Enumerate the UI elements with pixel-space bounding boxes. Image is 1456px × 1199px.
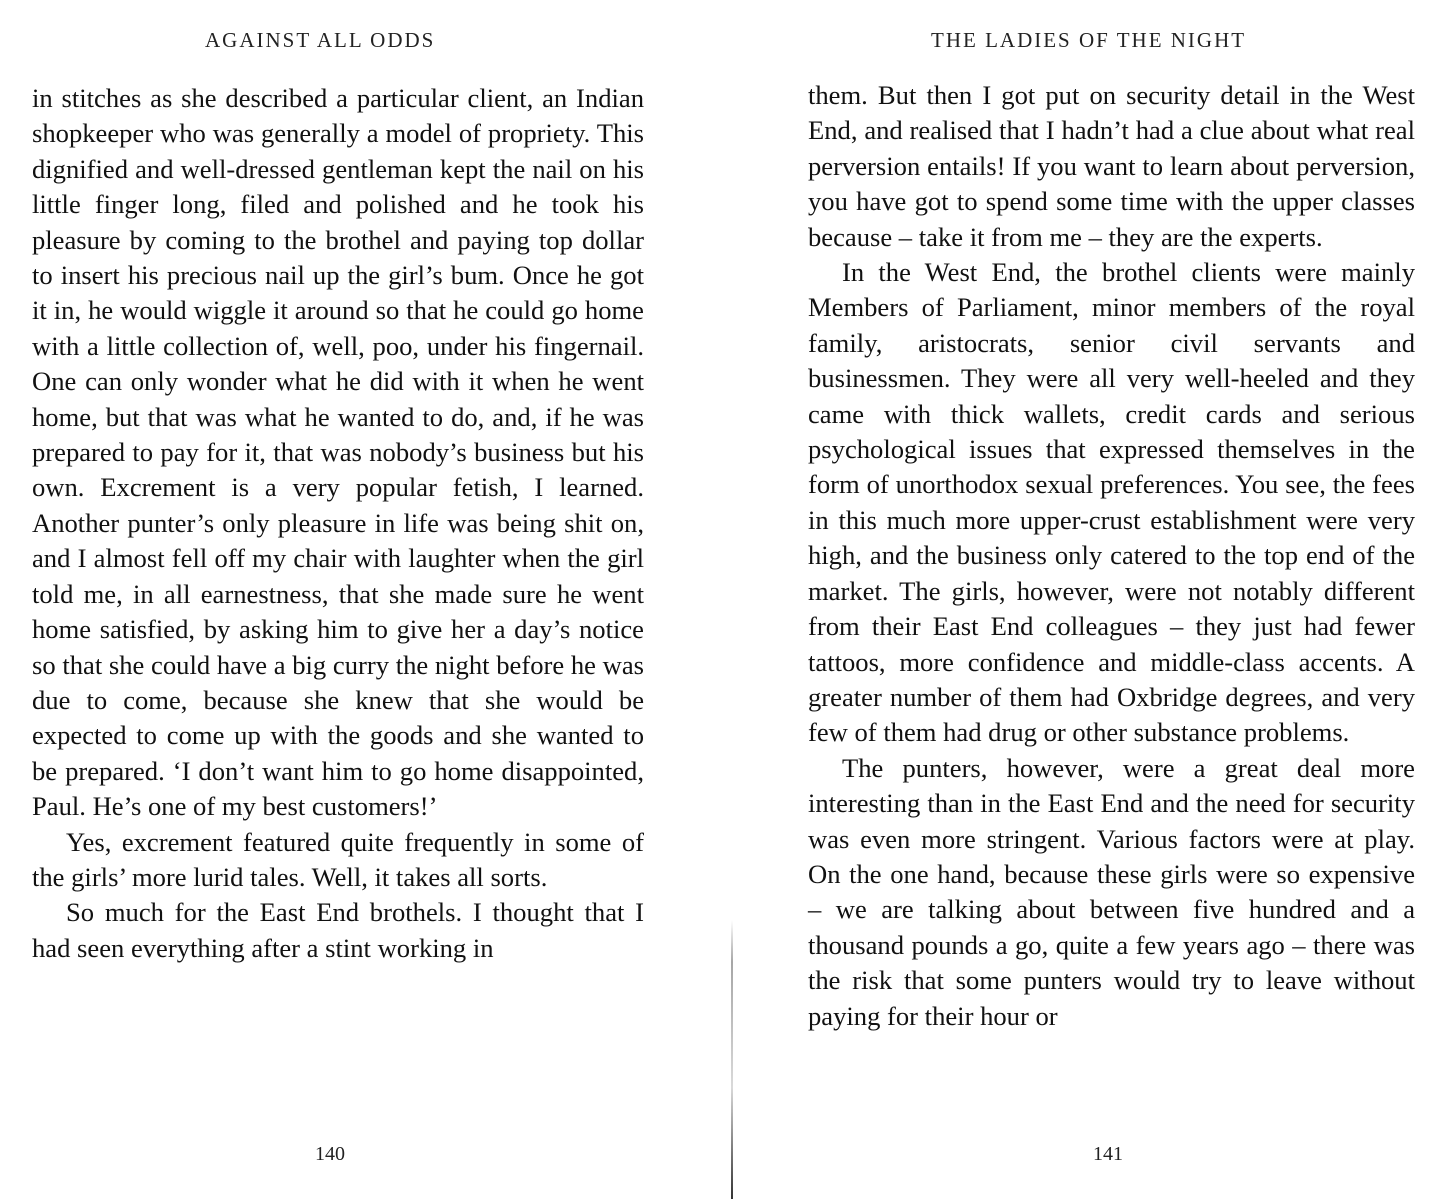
right-page bbox=[728, 0, 1456, 1199]
paragraph-continued: in stitches as she described a particular client, an Indian shopkeeper who was generally a model of propriety. This dignified and well-dressed gentleman kept the nail on his little finger long, filed and polished and he took his pleasure by coming to the brothel and paying top dollar to insert his precious nail up the girl’s bum. Once he got it in, he would wiggle it around so that he could go home with a little collection of, well, poo, under his fingernail. One can only wonder what he did with it when he went home, but that was what he wanted to do, and, if he was prepared to pay for it, that was nobody’s business but his own. Excrement is a very popular fetish, I learned. Another punter’s only pleasure in life was being shit on, and I almost fell off my chair with laughter when the girl told me, in all earnestness, that she made sure he went home satisfied, by asking him to give her a day’s notice so that she could have a big curry the night before he was due to come, because she knew that she would be expected to come up with the goods and she wanted to be prepared. ‘I don’t want him to go home disappointed, Paul. He’s one of my best customers!’ bbox=[32, 83, 644, 822]
running-head-right: THE LADIES OF THE NIGHT bbox=[931, 28, 1247, 52]
paragraph-continued: them. But then I got put on security detail in the West End, and realised that I hadn’t had a clue about what real perversion entails! If you want to learn about perversion, you have got to spend some time with the upper classes because – take it from me – they are the experts. bbox=[808, 80, 1415, 252]
paragraph: Yes, excrement featured quite frequently in some of the girls’ more lurid tales. Well, it takes all sorts. bbox=[32, 826, 644, 892]
paragraph: The punters, however, were a great deal more interesting than in the East End and the need for security was even more stringent. Various factors were at play. On the one hand, because these girls were so expensive – we are talking about between five hundred and a thousand pounds a go, quite a few years ago – there was the risk that some punters would try to leave without paying for their hour or bbox=[808, 752, 1415, 1031]
running-head-left: AGAINST ALL ODDS bbox=[205, 28, 436, 52]
left-page-body bbox=[32, 81, 644, 966]
page-number-left: 140 bbox=[315, 1143, 345, 1165]
paragraph: In the West End, the brothel clients were mainly Members of Parliament, minor members of the royal family, aristocrats, senior civil servants and businessmen. They were all very well-heeled and they came with thick wallets, credit cards and serious psychological issues that expressed themselves in the form of unorthodox sexual preferences. You see, the fees in this much more upper-crust establishment were very high, and the business only catered to the top end of the market. The girls, however, were not notably different from their East End colleagues – they just had fewer tattoos, more confidence and middle-class accents. A greater number of them had Oxbridge degrees, and very few of them had drug or other substance problems. bbox=[808, 257, 1415, 748]
paragraph: So much for the East End brothels. I thought that I had seen everything after a stint working in bbox=[32, 897, 644, 963]
right-page-body bbox=[808, 78, 1415, 1034]
page-number-right: 141 bbox=[1093, 1143, 1123, 1165]
